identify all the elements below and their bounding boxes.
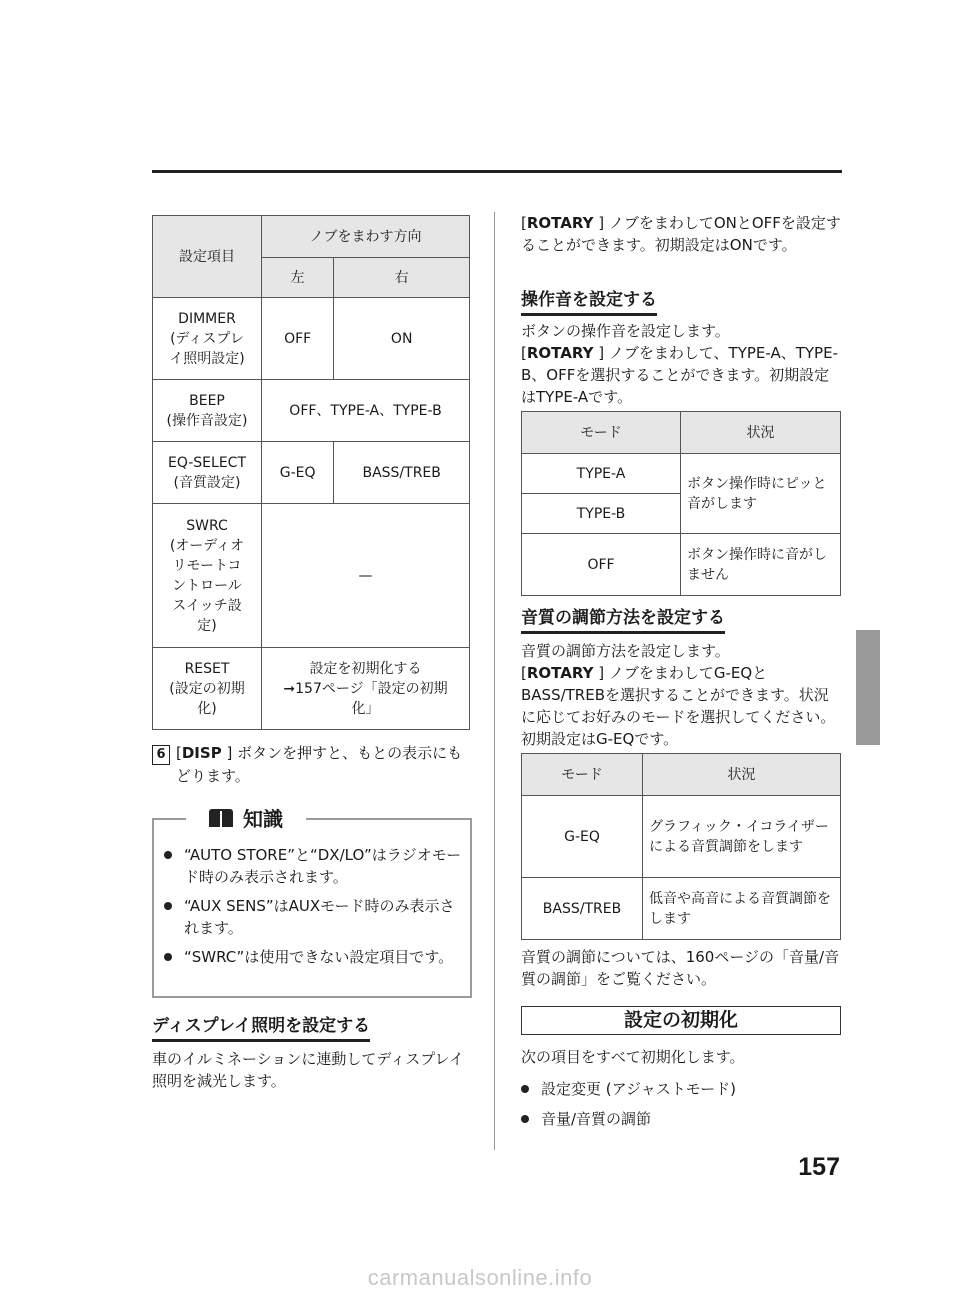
- display-heading: ディスプレイ照明を設定する: [152, 1014, 370, 1042]
- table-row-item: EQ-SELECT (音質設定): [153, 442, 262, 504]
- table-cell: G-EQ: [262, 442, 334, 504]
- rotary-key: ROTARY: [526, 664, 594, 682]
- beep-table: [521, 411, 841, 596]
- table-row-item: RESET (設定の初期 化): [153, 648, 262, 730]
- table-cell: ボタン操作時にピッと音がします: [681, 454, 841, 534]
- table-cell: TYPE-A: [522, 454, 681, 494]
- col-status-header: 状況: [643, 754, 841, 796]
- step-text: ] ボタンを押すと、もとの表示にも: [221, 744, 463, 762]
- beep-body: ボタンの操作音を設定します。 [ROTARY ] ノブをまわして、TYPE-A、TYPE-B、OFFを選択することができます。初期設定はTYPE-Aです。: [521, 322, 838, 406]
- table-cell: BASS/TREB: [334, 442, 470, 504]
- col-left-header: 左: [262, 258, 334, 298]
- col-right-header: 右: [334, 258, 470, 298]
- bullet-icon: [164, 851, 172, 859]
- eq-heading: 音質の調節方法を設定する: [521, 606, 725, 634]
- top-rule: [152, 170, 842, 173]
- reset-body: 次の項目をすべて初期化します。: [521, 1048, 745, 1066]
- step-6: [152, 742, 472, 787]
- table-cell: OFF: [522, 534, 681, 596]
- table-cell: 低音や高音による音質調節をします: [643, 878, 841, 940]
- table-row-item: BEEP (操作音設定): [153, 380, 262, 442]
- watermark: carmanualsonline.info: [367, 1265, 593, 1290]
- display-body: 車のイルミネーションに連動してディスプレイ照明を減光します。: [152, 1050, 464, 1090]
- step-number: 6: [152, 745, 170, 765]
- settings-table: [152, 215, 470, 730]
- list-item: 音量/音質の調節: [521, 1108, 821, 1130]
- table-cell: ON: [334, 298, 470, 380]
- table-cell: —: [262, 504, 470, 648]
- bracket: [: [176, 744, 182, 762]
- col-direction-header: ノブをまわす方向: [262, 216, 470, 258]
- col-item-header: 設定項目: [153, 216, 262, 298]
- column-divider: [494, 212, 495, 1150]
- book-icon: [209, 809, 233, 827]
- tip-header: [186, 803, 306, 835]
- table-row-item: DIMMER (ディスプレ イ照明設定): [153, 298, 262, 380]
- chapter-tab: [856, 630, 880, 745]
- list-item: “AUX SENS”はAUXモード時のみ表示されます。: [164, 895, 464, 939]
- col-mode-header: モード: [522, 754, 643, 796]
- table-cell: TYPE-B: [522, 494, 681, 534]
- eq-table: [521, 753, 841, 940]
- list-item: “AUTO STORE”と“DX/LO”はラジオモード時のみ表示されます。: [164, 844, 464, 888]
- beep-heading: 操作音を設定する: [521, 288, 657, 316]
- table-cell: ボタン操作時に音がしません: [681, 534, 841, 596]
- page-number: 157: [798, 1153, 840, 1181]
- table-cell: OFF、TYPE-A、TYPE-B: [262, 380, 470, 442]
- step-text-cont: どります。: [176, 767, 250, 785]
- bullet-icon: [521, 1085, 529, 1093]
- bullet-icon: [164, 902, 172, 910]
- tip-title: 知識: [243, 807, 283, 831]
- disp-key: DISP: [181, 744, 222, 762]
- rotary-key: ROTARY: [526, 344, 594, 362]
- bullet-icon: [521, 1115, 529, 1123]
- table-cell: OFF: [262, 298, 334, 380]
- table-cell: 設定を初期化する ➞157ページ「設定の初期 化」: [262, 648, 470, 730]
- list-item: “SWRC”は使用できない設定項目です。: [164, 946, 464, 968]
- table-row-item: SWRC (オーディオ リモートコ ントロール スイッチ設 定): [153, 504, 262, 648]
- eq-body: 音質の調節方法を設定します。 [ROTARY ] ノブをまわしてG-EQとBASS/TREBを選択することができます。状況に応じてお好みのモードを選択してください。初期設定はG-EQです。: [521, 642, 836, 748]
- table-cell: G-EQ: [522, 796, 643, 878]
- col-mode-header: モード: [522, 412, 681, 454]
- eq-note: 音質の調節については、160ページの「音量/音質の調節」をご覧ください。: [521, 948, 840, 988]
- table-cell: グラフィック・イコライザーによる音質調節をします: [643, 796, 841, 878]
- table-cell: BASS/TREB: [522, 878, 643, 940]
- rotary-intro: [ROTARY ] ノブをまわしてONとOFFを設定することができます。初期設定はONです。: [521, 214, 841, 254]
- col-status-header: 状況: [681, 412, 841, 454]
- list-item: 設定変更 (アジャストモード): [521, 1078, 821, 1100]
- bullet-icon: [164, 953, 172, 961]
- rotary-key: ROTARY: [526, 214, 594, 232]
- reset-heading: 設定の初期化: [521, 1006, 841, 1035]
